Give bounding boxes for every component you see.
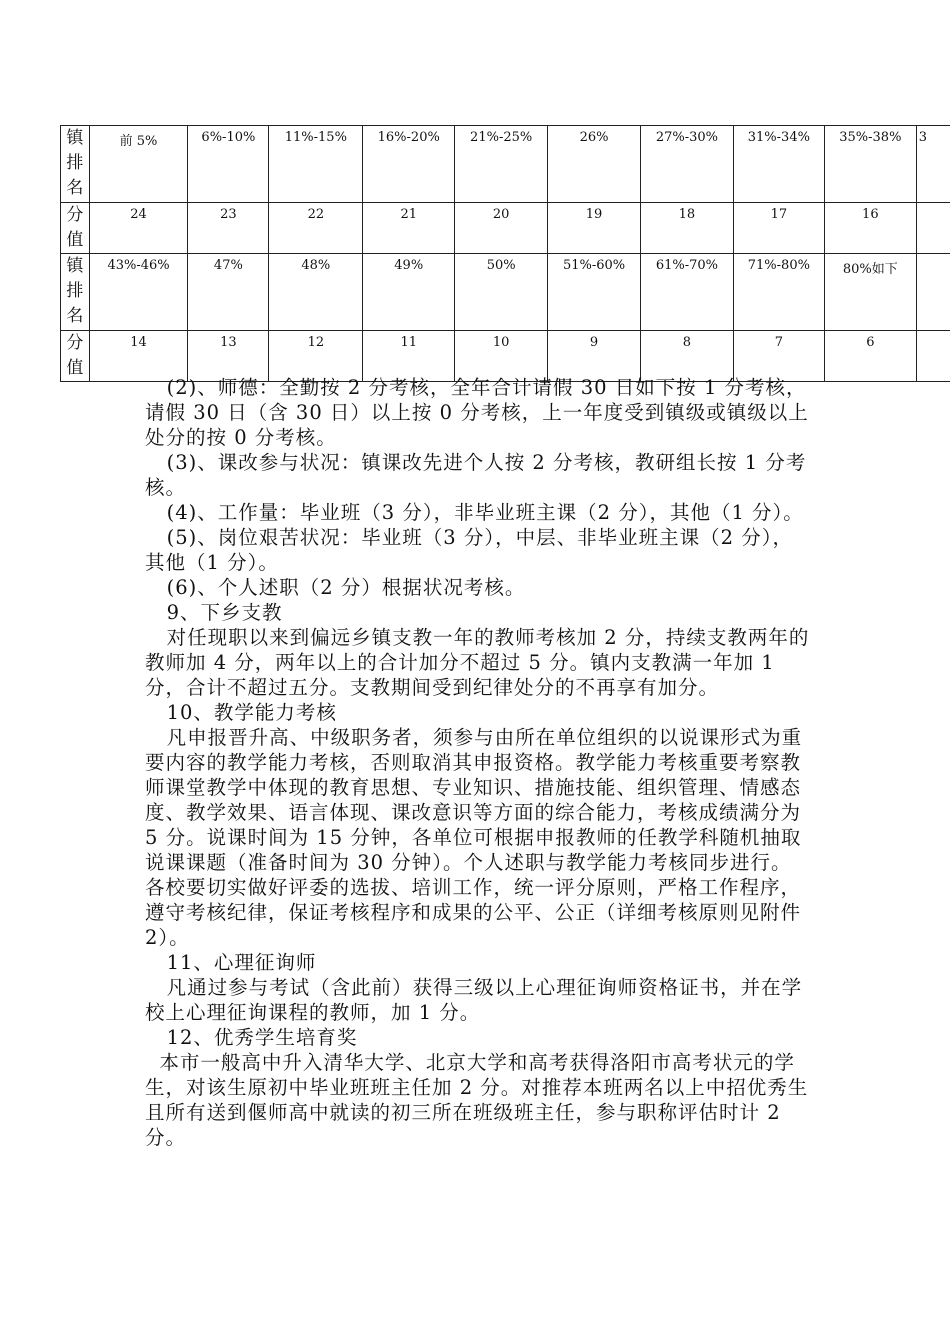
paragraph: 10、教学能力考核	[145, 701, 337, 724]
score-cell: 19	[548, 203, 641, 254]
rank-range-cell: 26%	[548, 126, 641, 203]
rank-range-cell: 前 5%	[89, 126, 188, 203]
rank-range-cell: 49%	[363, 254, 455, 331]
table-row	[61, 254, 950, 331]
score-cell: 8	[640, 331, 733, 382]
paragraph: (3)、课改参与状况：镇课改先进个人按 2 分考核，教研组长按 1 分考核。	[145, 451, 807, 499]
table-row	[61, 331, 950, 382]
score-cell: 18	[640, 203, 733, 254]
rank-range-cell: 27%-30%	[640, 126, 733, 203]
row-header: 分值	[61, 331, 90, 382]
row-header: 分值	[61, 203, 90, 254]
score-cell: 12	[269, 331, 363, 382]
score-cell: 10	[455, 331, 548, 382]
paragraph: 凡申报晋升高、中级职务者，须参与由所在单位组织的以说课形式为重要内容的教学能力考核，否则取消其申报资格。教学能力考核重要考察教师课堂教学中体现的教育思想、专业知识、措施技能、组织管理、情感态度、教学效果、语言体现、课改意识等方面的综合能力，考核成绩满分为 5 分。说课时间为 15 分钟，各单位可根据申报教师的任教学科随机抽取说课课题（准备时间为 30 分钟）。个人述职与教学能力考核同步进行。各校要切实做好评委的选拔、培训工作，统一评分原则，严格工作程序，遵守考核纪律，保证考核程序和成果的公平、公正（详细考核原则见附件 2）。	[145, 726, 809, 949]
rank-range-cell: 21%-25%	[455, 126, 548, 203]
rank-range-cell: 31%-34%	[733, 126, 824, 203]
rank-range-cell: 80%如下	[824, 254, 916, 331]
rank-range-cell: 35%-38%	[824, 126, 916, 203]
score-cell: 7	[733, 331, 824, 382]
table-row	[61, 126, 950, 203]
rank-range-cell: 51%-60%	[548, 254, 641, 331]
score-cell: 14	[89, 331, 188, 382]
table-row	[61, 203, 950, 254]
score-cell: 22	[269, 203, 363, 254]
score-cell: 23	[188, 203, 269, 254]
rank-range-cell: 47%	[188, 254, 269, 331]
score-cell: 16	[824, 203, 916, 254]
score-cell: 17	[733, 203, 824, 254]
paragraph: (6)、个人述职（2 分）根据状况考核。	[145, 576, 526, 599]
rank-range-cell: 43%-46%	[89, 254, 188, 331]
rank-range-cell: 50%	[455, 254, 548, 331]
score-cell: 20	[455, 203, 548, 254]
score-cell: 21	[363, 203, 455, 254]
paragraph: 凡通过参与考试（含此前）获得三级以上心理征询师资格证书，并在学校上心理征询课程的教师，加 1 分。	[145, 976, 803, 1024]
row-header: 镇排名	[61, 126, 90, 203]
paragraph: 对任现职以来到偏远乡镇支教一年的教师考核加 2 分，持续支教两年的教师加 4 分，两年以上的合计加分不超过 5 分。镇内支教满一年加 1 分，合计不超过五分。支教期间受到纪律处分的不再享有加分。	[145, 626, 810, 699]
paragraph: (2)、师德：全勤按 2 分考核，全年合计请假 30 日如下按 1 分考核，请假 30 日（含 30 日）以上按 0 分考核，上一年度受到镇级或镇级以上处分的按 0 分考核。	[145, 376, 809, 449]
rank-range-cell: 61%-70%	[640, 254, 733, 331]
score-cell: 13	[188, 331, 269, 382]
score-cell: 9	[548, 331, 641, 382]
paragraph: 11、心理征询师	[145, 951, 317, 974]
rank-range-cell	[916, 254, 950, 331]
score-cell	[916, 331, 950, 382]
score-table	[60, 125, 950, 382]
paragraph: (4)、工作量：毕业班（3 分），非毕业班主课（2 分），其他（1 分）。	[145, 501, 804, 524]
score-cell: 11	[363, 331, 455, 382]
paragraph: 12、优秀学生培育奖	[145, 1026, 358, 1049]
paragraph: (5)、岗位艰苦状况：毕业班（3 分），中层、非毕业班主课（2 分），其他（1 分）。	[145, 526, 793, 574]
rank-range-cell: 16%-20%	[363, 126, 455, 203]
rank-range-cell: 71%-80%	[733, 254, 824, 331]
rank-range-cell: 3	[916, 126, 950, 203]
score-cell	[916, 203, 950, 254]
body-text	[145, 375, 810, 1150]
rank-range-cell: 6%-10%	[188, 126, 269, 203]
rank-range-cell: 48%	[269, 254, 363, 331]
row-header: 镇排名	[61, 254, 90, 331]
rank-range-cell: 11%-15%	[269, 126, 363, 203]
score-cell: 24	[89, 203, 188, 254]
paragraph: 本市一般高中升入清华大学、北京大学和高考获得洛阳市高考状元的学生，对该生原初中毕业班班主任加 2 分。对推荐本班两名以上中招优秀生且所有送到偃师高中就读的初三所在班级班主任，参与职称评估时计 2 分。	[145, 1051, 809, 1149]
score-cell: 6	[824, 331, 916, 382]
paragraph: 9、下乡支教	[145, 601, 283, 624]
